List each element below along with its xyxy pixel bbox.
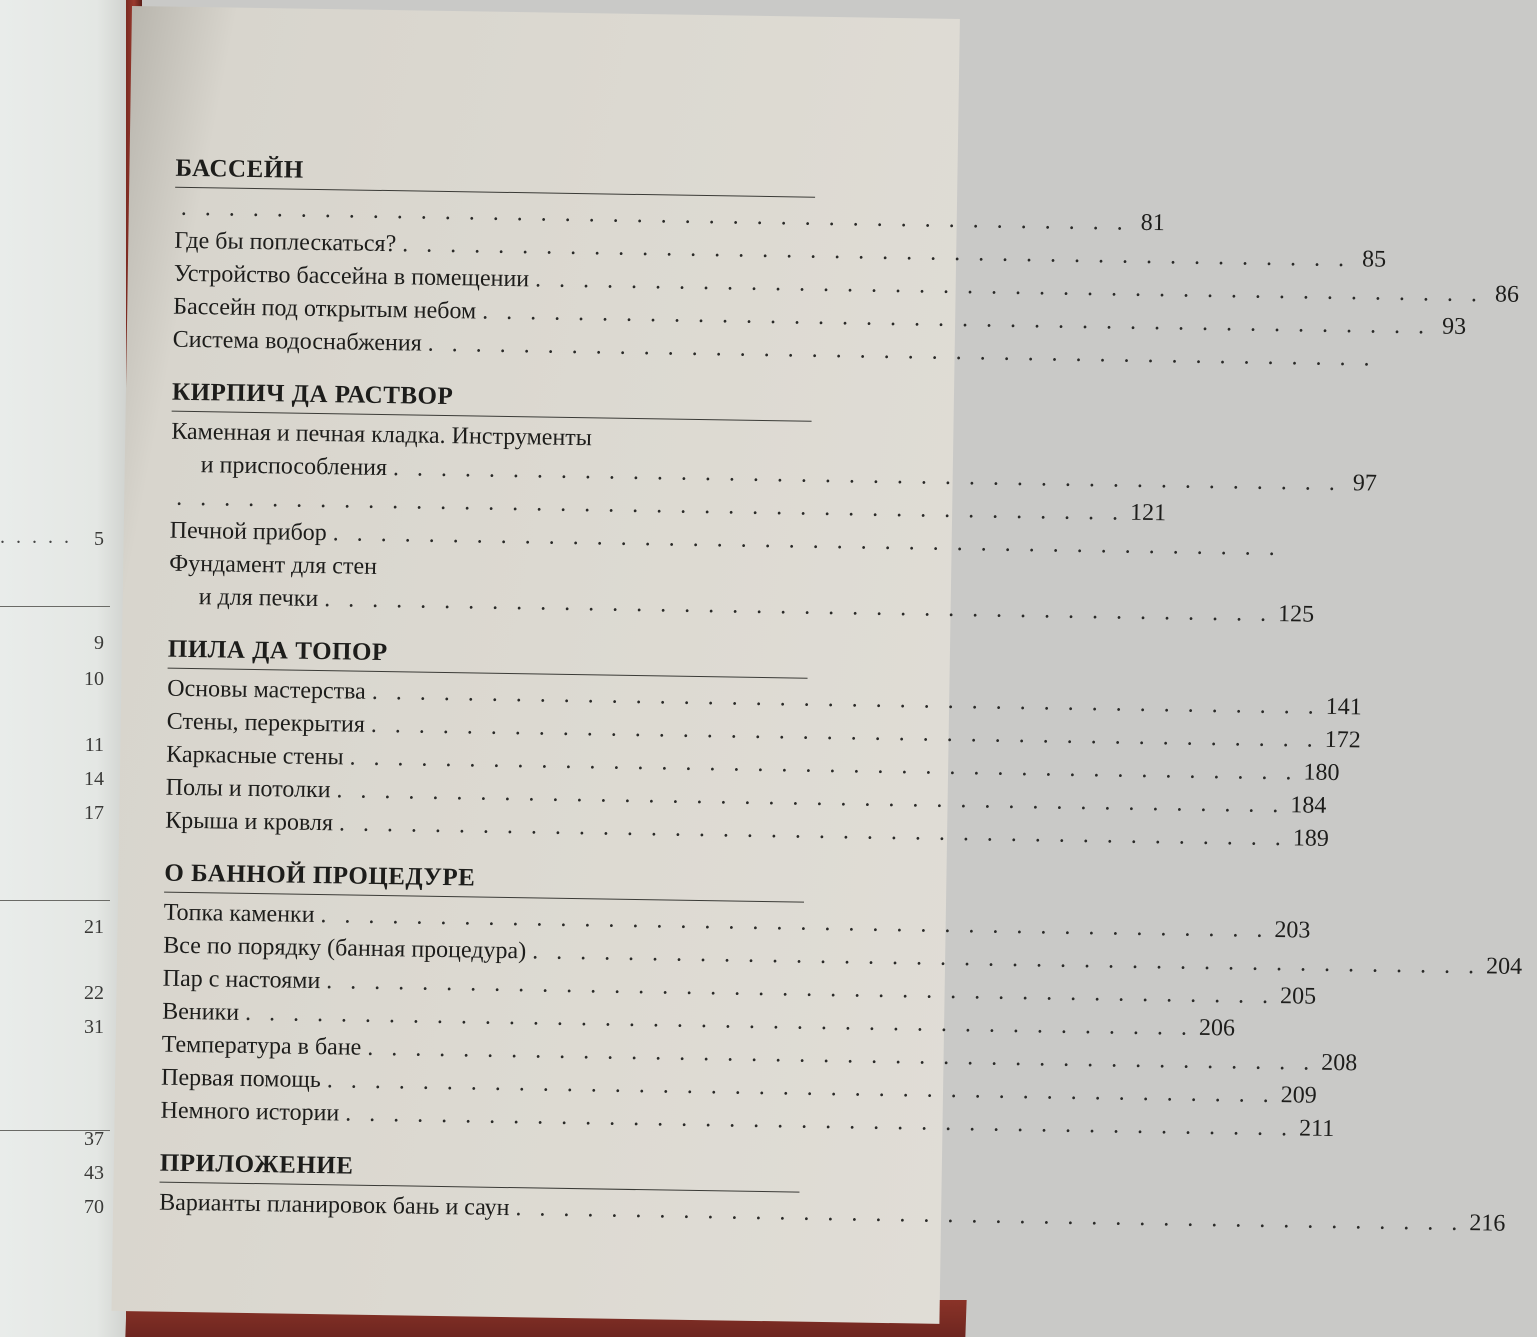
entry-label: и приспособления <box>200 452 388 482</box>
left-page-number: 43 <box>84 1162 104 1184</box>
leader-dots: . . . . . . . . . . . . . . . . . . . . . . . . . . . . . . . . . . . . . . . . <box>402 231 1351 273</box>
entry-label: Устройство бассейна в помещении <box>173 260 530 293</box>
leader-dots: . . . . . . . . . . . . . . . . . . . . . . . . . . . . . . . . . . . . . . . . <box>326 1067 1275 1109</box>
entry-label: и для печки <box>198 584 319 612</box>
section-title: О БАННОЙ ПРОЦЕДУРЕ <box>164 859 476 892</box>
leader-dots: . . . . . . . . . . . . . . . . . . . . . . . . . . . . . . . . . . . . . . . . <box>349 744 1298 786</box>
leader-dots: . . . . . . . . . . . . . . . . . . . . . . . . . . . . . . . . . . . . . . . . <box>176 484 1125 526</box>
page-number: 93 <box>1441 313 1467 340</box>
leader-dots: . . . . . . . . . . . . . . . . . . . . . . . . . . . . . . . . . . . . . . . . <box>427 330 1376 372</box>
leader-dots: . . . . . . . . . . . . . . . . . . . . . . . . . . . . . . . . . . . . . . . . <box>515 1195 1464 1237</box>
page-number: 121 <box>1129 499 1167 527</box>
entry-label: Веники <box>162 998 240 1026</box>
page-number: 85 <box>1361 246 1387 273</box>
left-dots: . . . . . <box>0 526 72 548</box>
leader-dots: . . . . . . . . . . . . . . . . . . . . . . . . . . . . . . . . . . . . . . . . <box>244 999 1194 1041</box>
page-number: 97 <box>1352 470 1378 497</box>
leader-dots: . . . . . . . . . . . . . . . . . . . . . . . . . . . . . . . . . . . . . . . . <box>371 678 1320 720</box>
entry-label: Каркасные стены <box>166 741 344 771</box>
toc-entry <box>159 1187 1506 1237</box>
leader-dots: . . . . . . . . . . . . . . . . . . . . . . . . . . . . . . . . . . . . . . . . <box>326 968 1275 1010</box>
entry-row <box>159 1187 1506 1237</box>
page-number: 211 <box>1298 1115 1335 1143</box>
page-number: 189 <box>1292 825 1330 852</box>
left-page-number: 9 <box>94 632 104 654</box>
entry-label: Бассейн под открытым небом <box>173 293 477 325</box>
leader-dots: . . . . . . . . . . . . . . . . . . . . . . . . . . . . . . . . . . . . . . . . <box>367 1034 1316 1076</box>
left-page-number: 14 <box>84 768 104 790</box>
page-number: 86 <box>1494 281 1520 308</box>
page-number: 205 <box>1279 983 1317 1010</box>
entry-label: Топка каменки <box>163 899 315 928</box>
leader-dots: . . . . . . . . . . . . . . . . . . . . . . . . . . . . . . . . . . . . . . . . <box>531 938 1481 980</box>
page-number: 209 <box>1280 1082 1317 1109</box>
left-page-number: 17 <box>84 802 104 824</box>
leader-dots: . . . . . . . . . . . . . . . . . . . . . . . . . . . . . . . . . . . . . . . . <box>345 1100 1294 1142</box>
left-page-number: 21 <box>84 916 104 938</box>
page-number: 141 <box>1325 693 1362 721</box>
entry-label: Где бы поплескаться? <box>174 227 397 258</box>
leader-dots: . . . . . . . . . . . . . . . . . . . . . . . . . . . . . . . . . . . . . . . . <box>338 810 1288 852</box>
leader-dots: . . . . . . . . . . . . . . . . . . . . . . . . . . . . . . . . . . . . . . . . <box>320 902 1269 943</box>
entry-label: Печной прибор <box>169 517 327 547</box>
entry-label: Первая помощь <box>160 1064 322 1094</box>
entry-label: Фундамент для стен <box>169 550 378 580</box>
left-rule <box>0 900 110 901</box>
toc-entry <box>168 548 1315 628</box>
page-number: 208 <box>1320 1049 1358 1077</box>
entry-label: Система водоснабжения <box>172 326 422 357</box>
right-page <box>112 6 1523 1324</box>
page-number: 172 <box>1324 726 1361 754</box>
entry-label: Все по порядку (банная процедура) <box>163 932 527 965</box>
toc-section <box>159 1149 1506 1237</box>
section-title: ПРИЛОЖЕНИЕ <box>159 1149 354 1180</box>
toc-section <box>165 635 1362 852</box>
left-page-number: 70 <box>84 1196 104 1218</box>
page-number: 204 <box>1485 953 1523 980</box>
left-page-number: 31 <box>84 1016 104 1038</box>
left-page-number: 10 <box>84 668 104 690</box>
entry-label: Температура в бане <box>161 1031 362 1061</box>
page-number: 203 <box>1274 917 1311 944</box>
page-number: 125 <box>1277 601 1315 628</box>
left-page-number: 11 <box>84 734 104 756</box>
entry-label: Немного истории <box>160 1097 340 1127</box>
entry-label: Каменная и печная кладка. Инструменты <box>171 418 593 452</box>
entry-label: Основы мастерства <box>167 675 367 705</box>
left-rule <box>0 606 110 607</box>
leader-dots: . . . . . . . . . . . . . . . . . . . . . . . . . . . . . . . . . . . . . . . . <box>336 777 1285 819</box>
entry-label: Варианты планировок бань и саун <box>159 1189 510 1222</box>
left-page-number: 37 <box>84 1128 104 1150</box>
entry-label: Крыша и кровля <box>165 807 334 837</box>
toc-section <box>168 378 1378 628</box>
table-of-contents <box>159 154 1523 1252</box>
leader-dots: . . . . . . . . . . . . . . . . . . . . . . . . . . . . . . . . . . . . . . . . <box>392 455 1342 497</box>
entry-label: Стены, перекрытия <box>166 708 366 738</box>
page-number: 81 <box>1140 209 1165 237</box>
entry-label: Полы и потолки <box>165 774 331 804</box>
left-page-number: 5 <box>94 528 104 550</box>
leader-dots: . . . . . . . . . . . . . . . . . . . . . . . . . . . . . . . . . . . . . . . . <box>534 266 1484 308</box>
page-number: 184 <box>1290 792 1327 819</box>
section-title: КИРПИЧ ДА РАСТВОР <box>171 378 454 411</box>
page-number: 216 <box>1469 1210 1506 1237</box>
leader-dots: . . . . . . . . . . . . . . . . . . . . . . . . . . . . . . . . . . . . . . . . <box>370 711 1319 753</box>
entry-label: Пар с настоями <box>162 965 321 995</box>
leader-dots: . . . . . . . . . . . . . . . . . . . . . . . . . . . . . . . . . . . . . . . . <box>180 194 1129 236</box>
page-number: 180 <box>1303 759 1340 787</box>
toc-entry <box>171 416 1378 497</box>
toc-section <box>172 154 1520 372</box>
left-page-number: 22 <box>84 982 104 1004</box>
toc-section <box>160 859 1523 1143</box>
leader-dots: . . . . . . . . . . . . . . . . . . . . . . . . . . . . . . . . . . . . . . . . <box>324 586 1273 627</box>
section-title: БАССЕЙН <box>175 154 304 184</box>
leader-dots: . . . . . . . . . . . . . . . . . . . . . . . . . . . . . . . . . . . . . . . . <box>332 520 1281 562</box>
section-title: ПИЛА ДА ТОПОР <box>167 635 388 667</box>
page-number: 206 <box>1198 1014 1236 1042</box>
leader-dots: . . . . . . . . . . . . . . . . . . . . . . . . . . . . . . . . . . . . . . . . <box>481 298 1431 340</box>
